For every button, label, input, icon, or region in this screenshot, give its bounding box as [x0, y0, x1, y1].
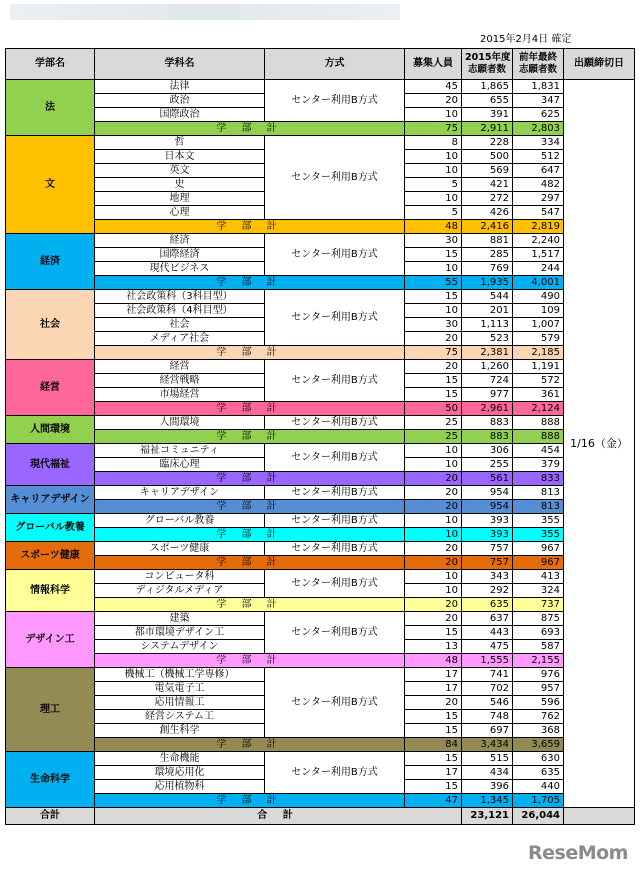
- subtotal-row: [6, 738, 635, 752]
- subtotal-value: 20: [405, 472, 462, 486]
- subtotal-value: 2,155: [513, 654, 564, 668]
- table-row: [6, 290, 635, 304]
- subtotal-value: 1,345: [462, 794, 513, 808]
- prev-year-cell: 572: [513, 374, 564, 388]
- dept-name: 環境応用化: [95, 766, 265, 780]
- method-cell: センター利用B方式: [265, 136, 405, 220]
- quota-cell: 8: [405, 136, 462, 150]
- subtotal-label: 学 部 計: [95, 276, 405, 290]
- apps-2015-cell: 475: [462, 640, 513, 654]
- quota-cell: 20: [405, 360, 462, 374]
- apps-2015-cell: 421: [462, 178, 513, 192]
- faculty-name: グローバル教養: [6, 514, 95, 542]
- prev-year-cell: 813: [513, 486, 564, 500]
- apps-2015-cell: 272: [462, 192, 513, 206]
- method-cell: センター利用B方式: [265, 752, 405, 794]
- apps-2015-cell: 748: [462, 710, 513, 724]
- dept-name: 電気電子工: [95, 682, 265, 696]
- faculty-name: 経済: [6, 234, 95, 290]
- prev-year-cell: 361: [513, 388, 564, 402]
- prev-year-cell: 693: [513, 626, 564, 640]
- dept-name: 人間環境: [95, 416, 265, 430]
- header-apps-2015-line2: 志願者数: [467, 64, 506, 75]
- faculty-name: 経営: [6, 360, 95, 416]
- applicant-table: [5, 48, 635, 825]
- subtotal-label: 学 部 計: [95, 500, 405, 514]
- dept-name: 応用植物科: [95, 780, 265, 794]
- subtotal-value: 967: [513, 556, 564, 570]
- dept-name: キャリアデザイン: [95, 486, 265, 500]
- dept-name: 経済: [95, 234, 265, 248]
- prev-year-cell: 630: [513, 752, 564, 766]
- prev-year-cell: 297: [513, 192, 564, 206]
- prev-year-cell: 413: [513, 570, 564, 584]
- apps-2015-cell: 396: [462, 780, 513, 794]
- dept-name: 建築: [95, 612, 265, 626]
- dept-name: 創生科学: [95, 724, 265, 738]
- apps-2015-cell: 1,260: [462, 360, 513, 374]
- dept-name: メディア社会: [95, 332, 265, 346]
- method-cell: センター利用B方式: [265, 570, 405, 598]
- quota-cell: 10: [405, 584, 462, 598]
- prev-year-cell: 957: [513, 682, 564, 696]
- quota-cell: 5: [405, 206, 462, 220]
- quota-cell: 13: [405, 640, 462, 654]
- quota-cell: 10: [405, 304, 462, 318]
- subtotal-value: 737: [513, 598, 564, 612]
- header-apps-2015: [462, 49, 513, 80]
- prev-year-cell: 1,191: [513, 360, 564, 374]
- subtotal-value: 833: [513, 472, 564, 486]
- method-cell: センター利用B方式: [265, 612, 405, 654]
- quota-cell: 20: [405, 486, 462, 500]
- quota-cell: 15: [405, 724, 462, 738]
- table-row: [6, 80, 635, 94]
- total-label-2: 合 計: [95, 808, 462, 825]
- prev-year-cell: 976: [513, 668, 564, 682]
- dept-name: 現代ビジネス: [95, 262, 265, 276]
- apps-2015-cell: 655: [462, 94, 513, 108]
- subtotal-value: 20: [405, 556, 462, 570]
- dept-name: 日本文: [95, 150, 265, 164]
- subtotal-label: 学 部 計: [95, 598, 405, 612]
- dept-name: スポーツ健康: [95, 542, 265, 556]
- quota-cell: 20: [405, 332, 462, 346]
- subtotal-value: 2,819: [513, 220, 564, 234]
- subtotal-row: [6, 402, 635, 416]
- header-prev-year: [513, 49, 564, 80]
- total-label: 合計: [6, 808, 95, 825]
- method-cell: センター利用B方式: [265, 444, 405, 472]
- method-cell: センター利用B方式: [265, 360, 405, 402]
- total-prev: 26,044: [513, 808, 564, 825]
- subtotal-value: 2,185: [513, 346, 564, 360]
- header-method: 方式: [265, 49, 405, 80]
- prev-year-cell: 762: [513, 710, 564, 724]
- subtotal-label: 学 部 計: [95, 346, 405, 360]
- dept-name: 法律: [95, 80, 265, 94]
- prev-year-cell: 647: [513, 164, 564, 178]
- method-cell: センター利用B方式: [265, 290, 405, 346]
- apps-2015-cell: 954: [462, 486, 513, 500]
- prev-year-cell: 440: [513, 780, 564, 794]
- subtotal-value: 1,555: [462, 654, 513, 668]
- subtotal-value: 883: [462, 430, 513, 444]
- apps-2015-cell: 391: [462, 108, 513, 122]
- subtotal-label: 学 部 計: [95, 220, 405, 234]
- method-cell: センター利用B方式: [265, 80, 405, 122]
- subtotal-value: 20: [405, 500, 462, 514]
- prev-year-cell: 347: [513, 94, 564, 108]
- apps-2015-cell: 881: [462, 234, 513, 248]
- quota-cell: 20: [405, 542, 462, 556]
- grand-total-row: [6, 808, 635, 825]
- prev-year-cell: 888: [513, 416, 564, 430]
- quota-cell: 10: [405, 164, 462, 178]
- header-apps-2015-line1: 2015年度: [465, 52, 511, 63]
- faculty-name: 現代福祉: [6, 444, 95, 486]
- dept-name: 福祉コミュニティ: [95, 444, 265, 458]
- subtotal-value: 561: [462, 472, 513, 486]
- subtotal-label: 学 部 計: [95, 402, 405, 416]
- subtotal-value: 20: [405, 598, 462, 612]
- apps-2015-cell: 697: [462, 724, 513, 738]
- dept-name: 応用情報工: [95, 696, 265, 710]
- apps-2015-cell: 883: [462, 416, 513, 430]
- subtotal-label: 学 部 計: [95, 122, 405, 136]
- quota-cell: 25: [405, 416, 462, 430]
- subtotal-value: 2,381: [462, 346, 513, 360]
- apps-2015-cell: 757: [462, 542, 513, 556]
- dept-name: 市場経営: [95, 388, 265, 402]
- faculty-name: 人間環境: [6, 416, 95, 444]
- subtotal-row: [6, 556, 635, 570]
- table-row: [6, 234, 635, 248]
- quota-cell: 10: [405, 570, 462, 584]
- subtotal-value: 888: [513, 430, 564, 444]
- apps-2015-cell: 306: [462, 444, 513, 458]
- table-row: [6, 752, 635, 766]
- apps-2015-cell: 544: [462, 290, 513, 304]
- quota-cell: 15: [405, 248, 462, 262]
- prev-year-cell: 482: [513, 178, 564, 192]
- quota-cell: 15: [405, 752, 462, 766]
- table-row: [6, 136, 635, 150]
- dept-name: 都市環境デザイン工: [95, 626, 265, 640]
- prev-year-cell: 875: [513, 612, 564, 626]
- subtotal-row: [6, 654, 635, 668]
- top-banner: [0, 0, 640, 28]
- table-row: [6, 444, 635, 458]
- total-apps: 23,121: [462, 808, 513, 825]
- subtotal-value: 1,935: [462, 276, 513, 290]
- prev-year-cell: 244: [513, 262, 564, 276]
- quota-cell: 10: [405, 150, 462, 164]
- subtotal-value: 2,911: [462, 122, 513, 136]
- quota-cell: 10: [405, 514, 462, 528]
- total-blank: [564, 808, 635, 825]
- subtotal-label: 学 部 計: [95, 738, 405, 752]
- quota-cell: 10: [405, 262, 462, 276]
- quota-cell: 15: [405, 388, 462, 402]
- apps-2015-cell: 1,865: [462, 80, 513, 94]
- header-row: [6, 49, 635, 80]
- prev-year-cell: 2,240: [513, 234, 564, 248]
- apps-2015-cell: 434: [462, 766, 513, 780]
- dept-name: 地理: [95, 192, 265, 206]
- subtotal-label: 学 部 計: [95, 430, 405, 444]
- method-cell: センター利用B方式: [265, 234, 405, 276]
- subtotal-label: 学 部 計: [95, 528, 405, 542]
- table-row: [6, 360, 635, 374]
- header-prev-line2: 志願者数: [518, 64, 557, 75]
- quota-cell: 20: [405, 612, 462, 626]
- header-quota: 募集人員: [405, 49, 462, 80]
- apps-2015-cell: 702: [462, 682, 513, 696]
- quota-cell: 10: [405, 108, 462, 122]
- dept-name: 経営: [95, 360, 265, 374]
- apps-2015-cell: 285: [462, 248, 513, 262]
- subtotal-value: 3,434: [462, 738, 513, 752]
- quota-cell: 15: [405, 626, 462, 640]
- subtotal-value: 75: [405, 122, 462, 136]
- method-cell: センター利用B方式: [265, 486, 405, 500]
- subtotal-row: [6, 346, 635, 360]
- subtotal-row: [6, 598, 635, 612]
- subtotal-value: 355: [513, 528, 564, 542]
- table-row: [6, 570, 635, 584]
- dept-name: 経営戦略: [95, 374, 265, 388]
- deadline-cell: 1/16（金）: [564, 80, 635, 808]
- faculty-name: スポーツ健康: [6, 542, 95, 570]
- quota-cell: 20: [405, 94, 462, 108]
- method-cell: センター利用B方式: [265, 514, 405, 528]
- quota-cell: 17: [405, 682, 462, 696]
- dept-name: 政治: [95, 94, 265, 108]
- prev-year-cell: 547: [513, 206, 564, 220]
- apps-2015-cell: 523: [462, 332, 513, 346]
- subtotal-row: [6, 500, 635, 514]
- subtotal-row: [6, 472, 635, 486]
- prev-year-cell: 355: [513, 514, 564, 528]
- faculty-name: キャリアデザイン: [6, 486, 95, 514]
- confirmed-date: 2015年2月4日 確定: [480, 34, 572, 45]
- dept-name: 生命機能: [95, 752, 265, 766]
- dept-name: ディジタルメディア: [95, 584, 265, 598]
- subtotal-row: [6, 430, 635, 444]
- subtotal-label: 学 部 計: [95, 654, 405, 668]
- dept-name: 心理: [95, 206, 265, 220]
- dept-name: 国際政治: [95, 108, 265, 122]
- table-row: [6, 514, 635, 528]
- subtotal-label: 学 部 計: [95, 794, 405, 808]
- prev-year-cell: 324: [513, 584, 564, 598]
- prev-year-cell: 596: [513, 696, 564, 710]
- table-row: [6, 612, 635, 626]
- apps-2015-cell: 1,113: [462, 318, 513, 332]
- faculty-name: 生命科学: [6, 752, 95, 808]
- subtotal-value: 25: [405, 430, 462, 444]
- faculty-name: デザイン工: [6, 612, 95, 668]
- dept-name: コンピュータ科: [95, 570, 265, 584]
- faculty-name: 法: [6, 80, 95, 136]
- subtotal-value: 2,961: [462, 402, 513, 416]
- dept-name: 社会政策科（4科目型）: [95, 304, 265, 318]
- dept-name: 社会政策科（3科目型）: [95, 290, 265, 304]
- dept-name: 国際経済: [95, 248, 265, 262]
- dept-name: システムデザイン: [95, 640, 265, 654]
- apps-2015-cell: 393: [462, 514, 513, 528]
- method-cell: センター利用B方式: [265, 542, 405, 556]
- dept-name: 経営システム工: [95, 710, 265, 724]
- subtotal-value: 2,803: [513, 122, 564, 136]
- subtotal-value: 3,659: [513, 738, 564, 752]
- apps-2015-cell: 201: [462, 304, 513, 318]
- table-row: [6, 542, 635, 556]
- apps-2015-cell: 724: [462, 374, 513, 388]
- prev-year-cell: 1,517: [513, 248, 564, 262]
- subtotal-value: 635: [462, 598, 513, 612]
- subtotal-row: [6, 220, 635, 234]
- apps-2015-cell: 228: [462, 136, 513, 150]
- quota-cell: 45: [405, 80, 462, 94]
- faculty-name: 文: [6, 136, 95, 234]
- subtotal-value: 48: [405, 220, 462, 234]
- apps-2015-cell: 443: [462, 626, 513, 640]
- method-cell: センター利用B方式: [265, 668, 405, 738]
- dept-name: 英文: [95, 164, 265, 178]
- apps-2015-cell: 343: [462, 570, 513, 584]
- apps-2015-cell: 977: [462, 388, 513, 402]
- subtotal-value: 48: [405, 654, 462, 668]
- prev-year-cell: 454: [513, 444, 564, 458]
- quota-cell: 30: [405, 318, 462, 332]
- prev-year-cell: 1,007: [513, 318, 564, 332]
- quota-cell: 20: [405, 696, 462, 710]
- subtotal-value: 55: [405, 276, 462, 290]
- quota-cell: 15: [405, 780, 462, 794]
- subtotal-value: 10: [405, 528, 462, 542]
- prev-year-cell: 334: [513, 136, 564, 150]
- prev-year-cell: 109: [513, 304, 564, 318]
- quota-cell: 17: [405, 766, 462, 780]
- table-row: [6, 416, 635, 430]
- prev-year-cell: 635: [513, 766, 564, 780]
- dept-name: グローバル教養: [95, 514, 265, 528]
- header-dept: 学科名: [95, 49, 265, 80]
- quota-cell: 15: [405, 374, 462, 388]
- subtotal-value: 2,416: [462, 220, 513, 234]
- quota-cell: 10: [405, 444, 462, 458]
- subtotal-value: 75: [405, 346, 462, 360]
- prev-year-cell: 512: [513, 150, 564, 164]
- subtotal-row: [6, 122, 635, 136]
- dept-name: 機械工（機械工学専修）: [95, 668, 265, 682]
- subtotal-row: [6, 528, 635, 542]
- subtotal-value: 4,001: [513, 276, 564, 290]
- quota-cell: 10: [405, 458, 462, 472]
- header-prev-line1: 前年最終: [518, 52, 557, 63]
- quota-cell: 17: [405, 668, 462, 682]
- faculty-name: 情報科学: [6, 570, 95, 612]
- header-deadline: 出願締切日: [564, 49, 635, 80]
- prev-year-cell: 587: [513, 640, 564, 654]
- subtotal-value: 813: [513, 500, 564, 514]
- subtotal-value: 954: [462, 500, 513, 514]
- resemom-logo: ReseMom: [528, 842, 628, 864]
- apps-2015-cell: 741: [462, 668, 513, 682]
- subtotal-row: [6, 794, 635, 808]
- subtotal-value: 47: [405, 794, 462, 808]
- subtotal-label: 学 部 計: [95, 556, 405, 570]
- quota-cell: 5: [405, 178, 462, 192]
- quota-cell: 15: [405, 710, 462, 724]
- apps-2015-cell: 569: [462, 164, 513, 178]
- dept-name: 社会: [95, 318, 265, 332]
- subtotal-value: 757: [462, 556, 513, 570]
- blurred-title: [10, 4, 400, 20]
- prev-year-cell: 579: [513, 332, 564, 346]
- subtotal-value: 1,705: [513, 794, 564, 808]
- apps-2015-cell: 426: [462, 206, 513, 220]
- table-row: [6, 668, 635, 682]
- prev-year-cell: 1,831: [513, 80, 564, 94]
- quota-cell: 15: [405, 290, 462, 304]
- quota-cell: 30: [405, 234, 462, 248]
- quota-cell: 10: [405, 192, 462, 206]
- prev-year-cell: 625: [513, 108, 564, 122]
- apps-2015-cell: 292: [462, 584, 513, 598]
- apps-2015-cell: 637: [462, 612, 513, 626]
- subtotal-value: 84: [405, 738, 462, 752]
- apps-2015-cell: 546: [462, 696, 513, 710]
- faculty-name: 社会: [6, 290, 95, 360]
- subtotal-row: [6, 276, 635, 290]
- prev-year-cell: 368: [513, 724, 564, 738]
- subtotal-value: 50: [405, 402, 462, 416]
- apps-2015-cell: 515: [462, 752, 513, 766]
- dept-name: 哲: [95, 136, 265, 150]
- subtotal-value: 2,124: [513, 402, 564, 416]
- dept-name: 臨床心理: [95, 458, 265, 472]
- method-cell: センター利用B方式: [265, 416, 405, 430]
- faculty-name: 理工: [6, 668, 95, 752]
- dept-name: 史: [95, 178, 265, 192]
- apps-2015-cell: 769: [462, 262, 513, 276]
- subtotal-label: 学 部 計: [95, 472, 405, 486]
- prev-year-cell: 967: [513, 542, 564, 556]
- apps-2015-cell: 500: [462, 150, 513, 164]
- subtotal-value: 393: [462, 528, 513, 542]
- prev-year-cell: 379: [513, 458, 564, 472]
- apps-2015-cell: 255: [462, 458, 513, 472]
- table-row: [6, 486, 635, 500]
- header-faculty: 学部名: [6, 49, 95, 80]
- prev-year-cell: 490: [513, 290, 564, 304]
